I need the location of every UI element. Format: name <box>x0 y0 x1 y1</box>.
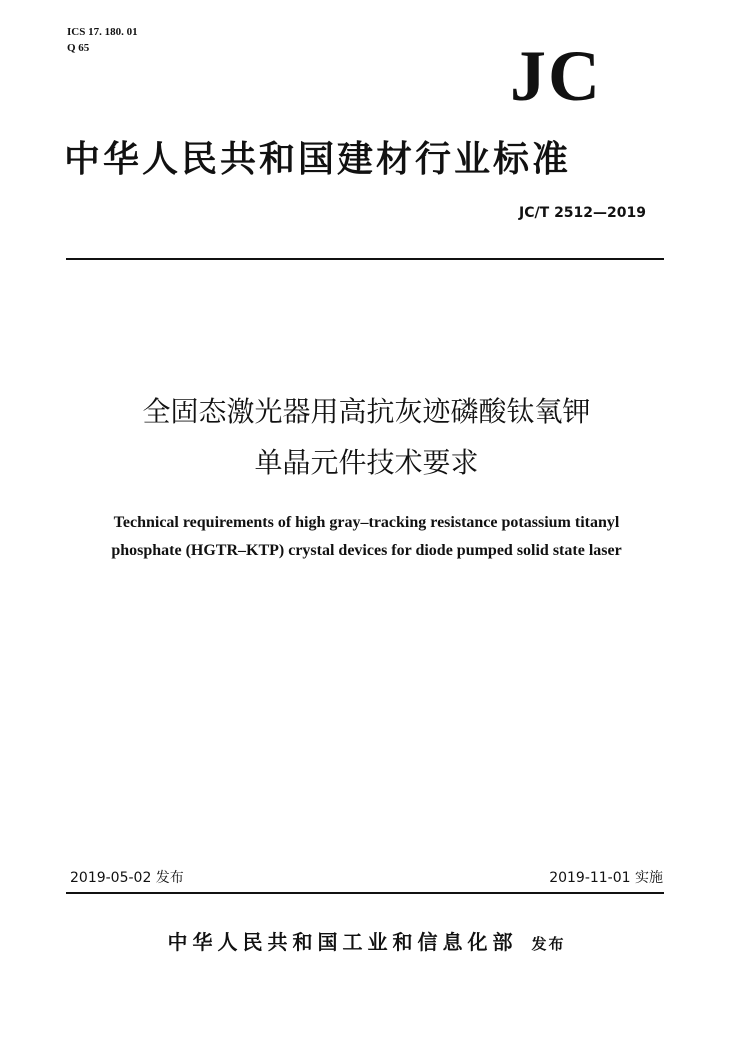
ics-code: ICS 17. 180. 01 <box>67 26 138 38</box>
jc-logo: JC <box>510 36 602 116</box>
bottom-divider <box>66 892 664 894</box>
title-zh-line1: 全固态激光器用高抗灰迹磷酸钛氧钾 <box>142 395 591 428</box>
implementation-date: 2019-11-01 实施 <box>549 870 663 886</box>
issuer-suffix: 发布 <box>531 935 566 953</box>
top-divider <box>66 258 664 260</box>
title-zh-line2: 单晶元件技术要求 <box>254 446 479 479</box>
title-en-line1: Technical requirements of high gray–tracking resistance potassium titanyl <box>113 514 620 531</box>
issuer <box>0 928 733 958</box>
title-en-line2: phosphate (HGTR–KTP) crystal devices for diode pumped solid state laser <box>111 542 622 559</box>
issue-date: 2019-05-02 发布 <box>70 870 184 886</box>
standard-category: 中华人民共和国建材行业标准 <box>64 138 572 180</box>
classification-codes <box>67 24 138 56</box>
ccs-code: Q 65 <box>67 42 90 54</box>
standard-number: JC/T 2512—2019 <box>519 205 646 221</box>
issuer-name: 中华人民共和国工业和信息化部 <box>167 930 518 954</box>
